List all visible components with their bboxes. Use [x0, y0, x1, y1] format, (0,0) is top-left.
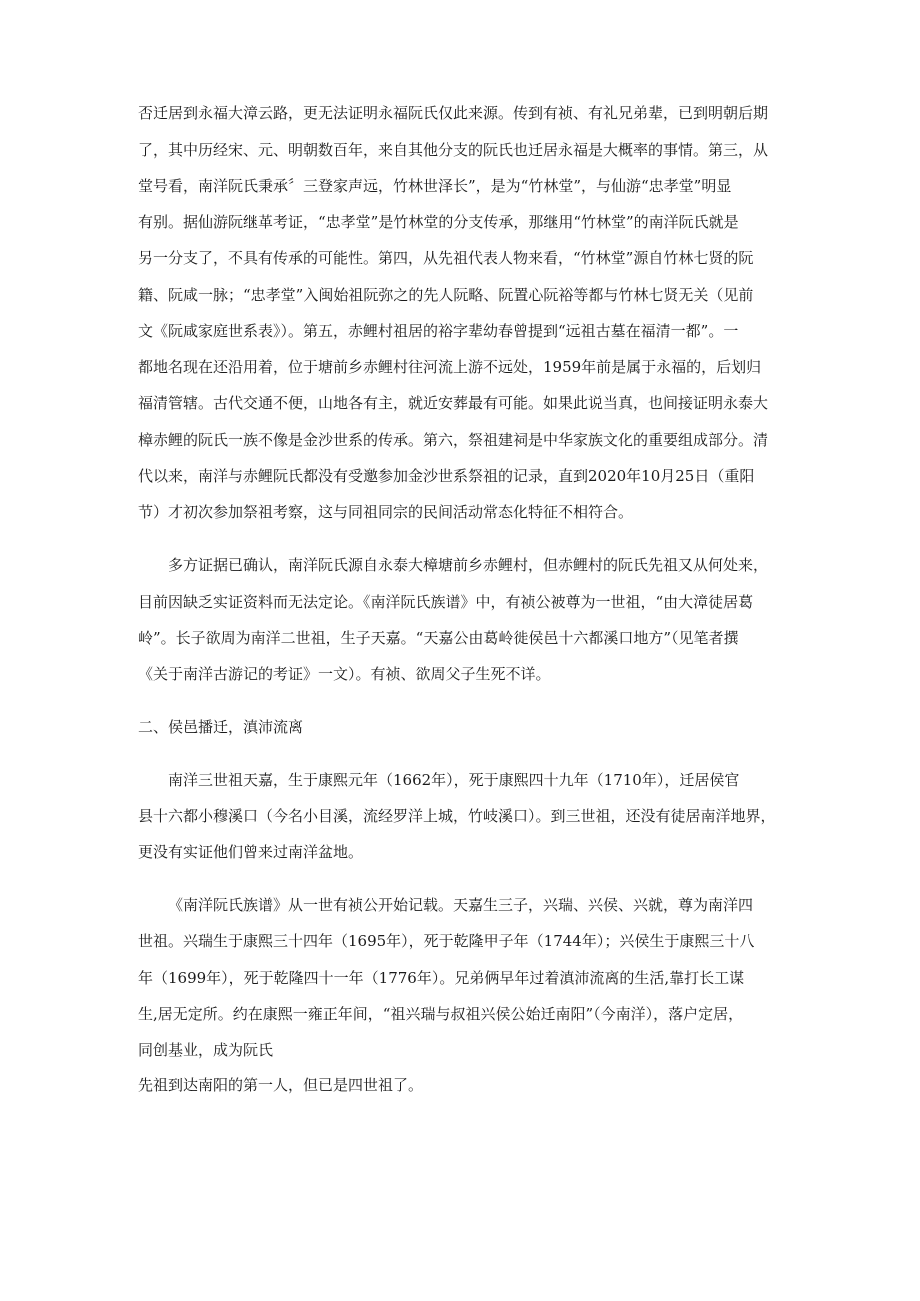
paragraph-line: 南洋三世祖天嘉，生于康熙元年（1662年），死于康熙四十九年（1710年），迁居侯官 — [168, 771, 740, 789]
section-heading: 二、侯邑播迁，滇沛流离 — [138, 718, 304, 736]
paragraph-line: 岭”。长子欲周为南洋二世祖，生子天嘉。“天嘉公由葛岭徙侯邑十六都溪口地方”（见笔者撰 — [138, 629, 739, 647]
paragraph-line: 年（1699年），死于乾隆四十一年（1776年）。兄弟俩早年过着滇沛流离的生活,靠打长工谋 — [138, 969, 745, 987]
paragraph-line: 《南洋阮氏族谱》从一世有祯公开始记载。天嘉生三子，兴瑞、兴侯、兴就，尊为南洋四 — [168, 896, 754, 914]
paragraph-line: 有别。据仙游阮继革考证，“忠孝堂”是竹林堂的分支传承，那继用“竹林堂”的南洋阮氏就是 — [138, 213, 739, 231]
paragraph-line: 同创基业，成为阮氏 — [138, 1041, 274, 1059]
paragraph-line: 目前因缺乏实证资料而无法定论。《南洋阮氏族谱》中，有祯公被尊为一世祖，“由大漳徒居葛 — [138, 593, 754, 611]
paragraph-line: 生,居无定所。约在康熙一雍正年间，“祖兴瑞与叔祖兴侯公始迁南阳”（今南洋），落户定居， — [138, 1005, 744, 1023]
paragraph-line: 世祖。兴瑞生于康熙三十四年（1695年），死于乾隆甲子年（1744年）；兴侯生于康熙三十八 — [138, 932, 755, 950]
paragraph-line: 代以来，南洋与赤鲤阮氏都没有受邀参加金沙世系祭祖的记录，直到2020年10月25日（重阳 — [138, 467, 755, 485]
paragraph-line: 节）才初次参加祭祖考察，这与同祖同宗的民间活动常态化特征不相符合。 — [138, 503, 634, 521]
paragraph-line: 福清管辖。古代交通不便，山地各有主，就近安葬最有可能。如果此说当真，也间接证明永泰大 — [138, 394, 769, 412]
paragraph-line: 文《阮咸家庭世系表》）。第五，赤鲤村祖居的裕字辈幼春曾提到“远祖古墓在福清一都”。一 — [138, 322, 739, 340]
paragraph-line: 先祖到达南阳的第一人，但已是四世祖了。 — [138, 1076, 424, 1094]
paragraph-line: 《关于南洋古游记的考证》一文）。有祯、欲周父子生死不详。 — [138, 665, 551, 683]
paragraph-line: 否迁居到永福大漳云路，更无法证明永福阮氏仅此来源。传到有祯、有礼兄弟辈，已到明朝后期 — [138, 104, 769, 122]
paragraph-line: 另一分支了，不具有传承的可能性。第四，从先祖代表人物来看，“竹林堂”源自竹林七贤的阮 — [138, 249, 754, 267]
paragraph-line: 了，其中历经宋、元、明朝数百年，来自其他分支的阮氏也迁居永福是大概率的事情。第三，从 — [138, 141, 769, 159]
paragraph-line: 堂号看，南洋阮氏秉承〞三登家声远，竹林世泽长”，是为“竹林堂”，与仙游“忠孝堂”明显 — [138, 177, 732, 195]
paragraph-line: 县十六都小穆溪口（今名小目溪，流经罗洋上城，竹岐溪口）。到三世祖，还没有徒居南洋地界， — [138, 807, 776, 825]
paragraph-line: 都地名现在还沿用着，位于塘前乡赤鲤村往河流上游不远处，1959年前是属于永福的，后划归 — [138, 358, 762, 376]
paragraph-line: 籍、阮咸一脉；“忠孝堂”入闽始祖阮弥之的先人阮略、阮置心阮裕等都与竹林七贤无关（见前 — [138, 286, 754, 304]
paragraph-line: 多方证据已确认，南洋阮氏源自永泰大樟塘前乡赤鲤村，但赤鲤村的阮氏先祖又从何处来， — [168, 556, 769, 574]
paragraph-line: 更没有实证他们曾来过南洋盆地。 — [138, 843, 364, 861]
paragraph-line: 樟赤鲤的阮氏一族不像是金沙世系的传承。第六，祭祖建祠是中华家族文化的重要组成部分。清 — [138, 431, 769, 449]
